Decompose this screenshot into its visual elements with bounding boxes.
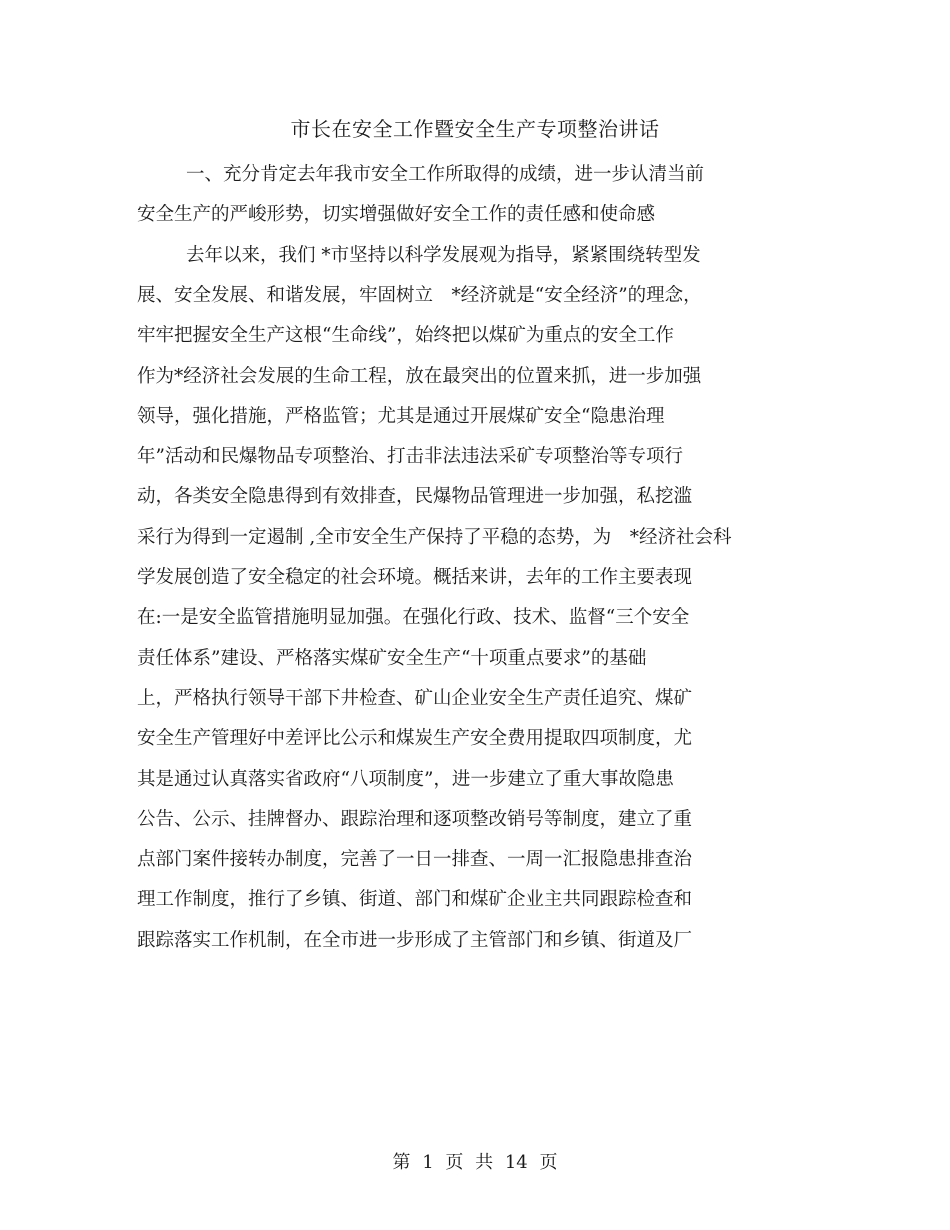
body-text-line: 一、充分肯定去年我市安全工作所取得的成绩，进一步认清当前 <box>186 164 705 185</box>
body-text-line: 责任体系”建设、严格落实煤矿安全生产“十项重点要求”的基础 <box>137 647 647 669</box>
body-text-line: 学发展创造了安全稳定的社会环境。概括来讲，去年的工作主要表现 <box>137 567 693 588</box>
document-title: 市长在安全工作暨安全生产专项整治讲话 <box>290 117 660 141</box>
body-text-line: 去年以来，我们 *市坚持以科学发展观为指导，紧紧围绕转型发 <box>186 244 701 266</box>
body-text-line: 作为*经济社会发展的生命工程，放在最突出的位置来抓，进一步加强 <box>137 365 702 387</box>
body-text-line: 展、安全发展、和谐发展，牢固树立 *经济就是“安全经济”的理念， <box>137 284 702 306</box>
page-footer: 第 1 页 共 14 页 <box>392 1152 558 1173</box>
body-text-line: 领导，强化措施，严格监管；尤其是通过开展煤矿安全“隐患治理 <box>137 405 665 427</box>
body-text-line: 在:一是安全监管措施明显加强。在强化行政、技术、监督“三个安全 <box>137 607 690 629</box>
body-text-line: 跟踪落实工作机制，在全市进一步形成了主管部门和乡镇、街道及厂 <box>137 929 693 951</box>
body-text-line: 安全生产管理好中差评比公示和煤炭生产安全费用提取四项制度，尤 <box>137 728 693 750</box>
body-text-line: 其是通过认真落实省政府“八项制度”，进一步建立了重大事故隐患 <box>137 768 674 790</box>
body-text-line: 动，各类安全隐患得到有效排查，民爆物品管理进一步加强，私挖滥 <box>137 486 693 508</box>
body-text-line: 采行为得到一定遏制 ,全市安全生产保持了平稳的态势，为 *经济社会科 <box>137 526 732 548</box>
body-text-line: 公告、公示、挂牌督办、跟踪治理和逐项整改销号等制度，建立了重 <box>137 808 693 830</box>
body-text-line: 上，严格执行领导干部下井检查、矿山企业安全生产责任追究、煤矿 <box>137 687 693 709</box>
body-text-line: 牢牢把握安全生产这根“生命线”，始终把以煤矿为重点的安全工作 <box>137 325 674 347</box>
body-text-line: 年”活动和民爆物品专项整治、打击非法违法采矿专项整治等专项行 <box>137 446 683 468</box>
body-text-line: 点部门案件接转办制度，完善了一日一排查、一周一汇报隐患排查治 <box>137 849 693 871</box>
body-text-line: 理工作制度，推行了乡镇、街道、部门和煤矿企业主共同跟踪检查和 <box>137 889 693 911</box>
body-text-line: 安全生产的严峻形势，切实增强做好安全工作的责任感和使命感 <box>137 204 656 226</box>
